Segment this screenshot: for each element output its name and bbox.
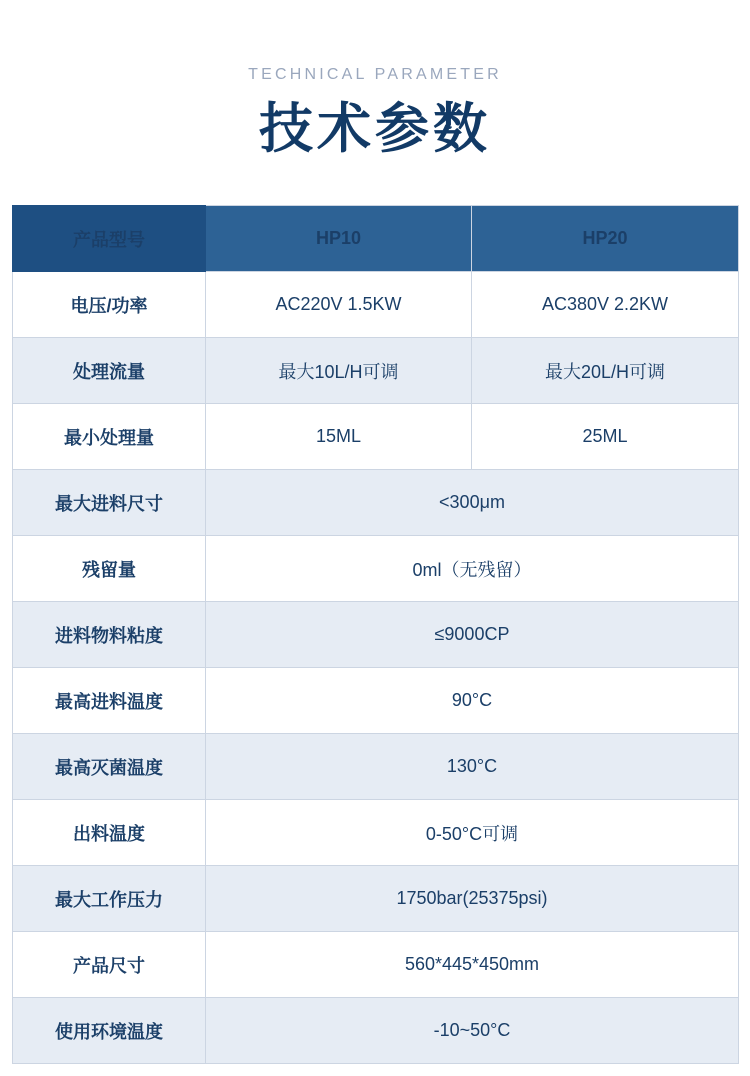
row-value-shared: 0-50°C可调 xyxy=(206,800,739,866)
row-value-hp10: 最大10L/H可调 xyxy=(206,338,472,404)
table-row xyxy=(13,470,739,536)
table-row xyxy=(13,866,739,932)
row-label: 进料物料粘度 xyxy=(13,602,206,668)
row-label: 残留量 xyxy=(13,536,206,602)
row-label: 处理流量 xyxy=(13,338,206,404)
table-row xyxy=(13,272,739,338)
row-value-shared: 1750bar(25375psi) xyxy=(206,866,739,932)
table-row xyxy=(13,338,739,404)
table-row xyxy=(13,932,739,998)
row-value-hp10: 15ML xyxy=(206,404,472,470)
table-row xyxy=(13,404,739,470)
row-label: 最高进料温度 xyxy=(13,668,206,734)
row-value-shared: 560*445*450mm xyxy=(206,932,739,998)
table-row xyxy=(13,602,739,668)
row-value-shared: -10~50°C xyxy=(206,998,739,1064)
row-value-hp20: 最大20L/H可调 xyxy=(472,338,739,404)
row-label: 电压/功率 xyxy=(13,272,206,338)
table-row xyxy=(13,536,739,602)
page-eyebrow: TECHNICAL PARAMETER xyxy=(248,66,502,83)
table-row xyxy=(13,734,739,800)
column-header-hp10: HP10 xyxy=(206,206,472,272)
row-label: 产品尺寸 xyxy=(13,932,206,998)
row-value-shared: <300μm xyxy=(206,470,739,536)
row-label: 最大进料尺寸 xyxy=(13,470,206,536)
row-value-shared: 0ml（无残留） xyxy=(206,536,739,602)
row-label: 出料温度 xyxy=(13,800,206,866)
page-header xyxy=(0,0,750,159)
column-header-model-label: 产品型号 xyxy=(13,206,206,272)
row-label: 最小处理量 xyxy=(13,404,206,470)
page-title: 技术参数 xyxy=(259,99,491,159)
table-row xyxy=(13,668,739,734)
column-header-hp20: HP20 xyxy=(472,206,739,272)
row-value-shared: ≤9000CP xyxy=(206,602,739,668)
row-value-hp20: 25ML xyxy=(472,404,739,470)
table-row xyxy=(13,998,739,1064)
table-header-row xyxy=(13,206,739,272)
row-value-shared: 130°C xyxy=(206,734,739,800)
spec-table-head xyxy=(13,206,739,272)
row-label: 最大工作压力 xyxy=(13,866,206,932)
spec-table-body xyxy=(13,272,739,1064)
row-label: 使用环境温度 xyxy=(13,998,206,1064)
row-value-hp10: AC220V 1.5KW xyxy=(206,272,472,338)
table-row xyxy=(13,800,739,866)
spec-table-wrapper xyxy=(0,205,750,1064)
spec-table xyxy=(12,205,739,1064)
row-label: 最高灭菌温度 xyxy=(13,734,206,800)
row-value-hp20: AC380V 2.2KW xyxy=(472,272,739,338)
row-value-shared: 90°C xyxy=(206,668,739,734)
